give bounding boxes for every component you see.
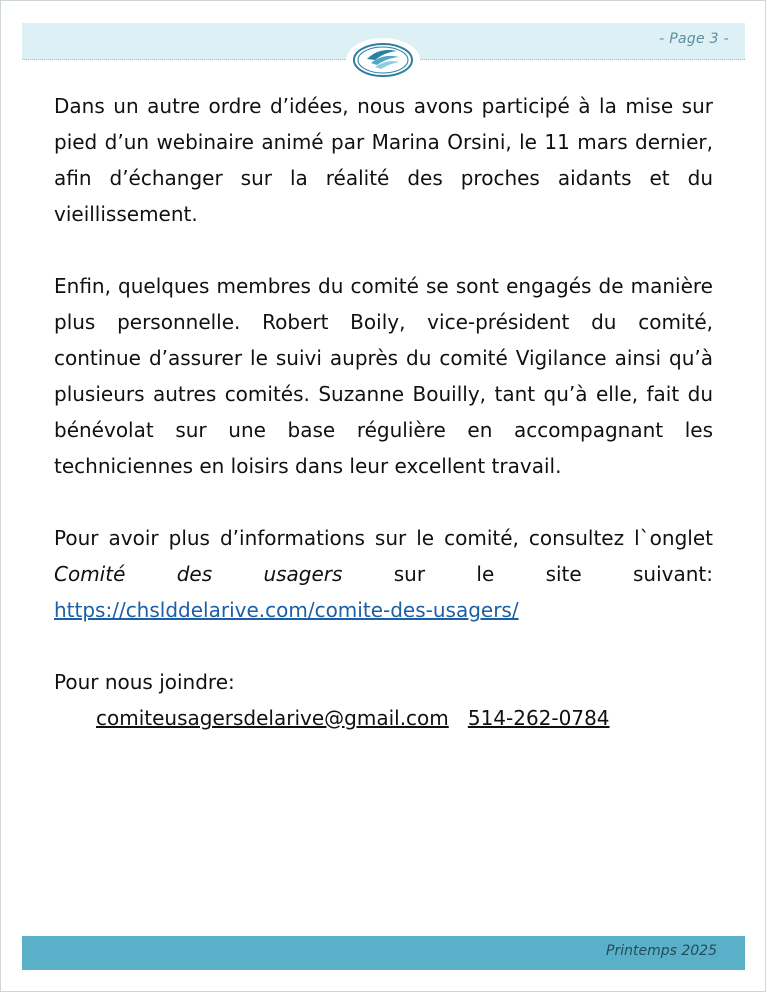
contact-label: Pour nous joindre: [54,670,235,694]
info-text-after: sur le site suivant: [342,562,714,586]
footer-season: Printemps 2025 [606,943,717,959]
phone-link[interactable]: 514-262-0784 [467,706,610,730]
contact-line [54,700,713,736]
email-link[interactable]: comiteusagersdelarive@gmail.com [96,706,449,730]
page-number: - Page 3 - [659,31,729,47]
footer-band [22,936,745,970]
info-text-before: Pour avoir plus d’informations sur le comité, consultez l`onglet [54,526,713,550]
paragraph-members: Enfin, quelques membres du comité se sont engagés de manière plus personnelle. Robert Boily, vice-président du comité, continue d’assurer le suivi auprès du comité Vigilance ainsi qu’à plusieurs autres comités. Suzanne Bouilly, tant qu’à elle, fait du bénévolat sur une base régulière en accompagnant les techniciennes en loisirs dans leur excellent travail. [54,274,713,478]
website-link[interactable]: https://chslddelarive.com/comite-des-usagers/ [54,598,519,622]
main-content [54,88,713,736]
paragraph-webinar: Dans un autre ordre d’idées, nous avons participé à la mise sur pied d’un webinaire animé par Marina Orsini, le 11 mars dernier, afin d’échanger sur la réalité des proches aidants et du vieillissement. [54,94,713,226]
info-emphasis: Comité des usagers [54,562,343,586]
logo-icon [345,37,421,83]
paragraph-info [54,520,713,628]
